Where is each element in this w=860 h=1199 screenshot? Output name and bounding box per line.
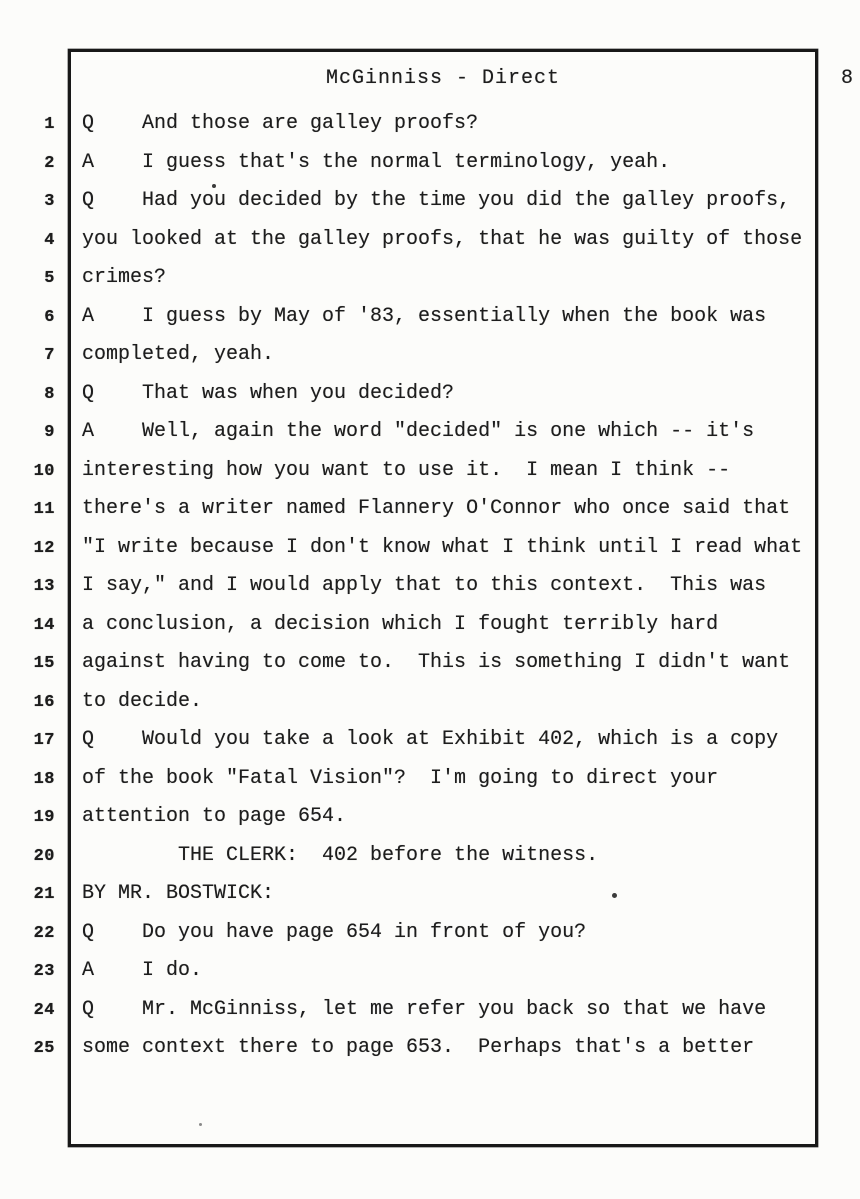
line-text: I say," and I would apply that to this context. This was xyxy=(82,574,767,597)
transcript-line xyxy=(0,529,860,568)
line-text: Q That was when you decided? xyxy=(82,381,455,405)
transcript-line xyxy=(0,798,860,837)
scan-artifact-dot xyxy=(612,893,617,898)
transcript-line xyxy=(0,144,860,183)
line-number: 7 xyxy=(44,346,55,365)
transcript-line xyxy=(0,221,860,260)
line-text: against having to come to. This is something I didn't want xyxy=(82,651,791,674)
transcript-line xyxy=(0,683,860,722)
transcript-line xyxy=(0,914,860,953)
transcript-line xyxy=(0,567,860,606)
line-number: 19 xyxy=(33,808,55,827)
transcript-line xyxy=(0,259,860,298)
transcript-line xyxy=(0,875,860,914)
line-text: A Well, again the word "decided" is one which -- it's xyxy=(82,420,755,443)
line-number: 21 xyxy=(33,885,55,904)
transcript-line xyxy=(0,644,860,683)
line-number: 1 xyxy=(44,115,55,134)
line-text: to decide. xyxy=(82,689,203,713)
line-number: 24 xyxy=(33,1000,55,1020)
line-number: 20 xyxy=(33,846,55,866)
line-number: 16 xyxy=(33,692,55,712)
line-number: 2 xyxy=(44,153,55,173)
line-number: 25 xyxy=(33,1039,55,1058)
line-number: 15 xyxy=(33,654,55,673)
line-number: 18 xyxy=(33,769,55,789)
line-text: A I guess that's the normal terminology, yeah. xyxy=(82,150,671,174)
transcript-line xyxy=(0,837,860,876)
line-text: "I write because I don't know what I think until I read what xyxy=(82,535,803,559)
scan-artifact-dot xyxy=(212,184,216,188)
line-text: crimes? xyxy=(82,266,167,289)
line-number: 14 xyxy=(33,615,55,635)
line-text: BY MR. BOSTWICK: xyxy=(82,882,275,905)
line-text: THE CLERK: 402 before the witness. xyxy=(82,843,599,867)
transcript-line xyxy=(0,298,860,337)
page-number: 8 xyxy=(841,67,854,90)
page-header xyxy=(68,66,854,92)
line-number: 4 xyxy=(44,230,55,250)
scan-artifact-dot xyxy=(199,1123,202,1126)
line-text: there's a writer named Flannery O'Connor who once said that xyxy=(82,497,791,520)
transcript-line xyxy=(0,1029,860,1068)
line-text: Q And those are galley proofs? xyxy=(82,112,479,135)
line-text: A I do. xyxy=(82,959,203,982)
transcript-line xyxy=(0,991,860,1030)
transcript-line xyxy=(0,375,860,414)
line-text: Q Had you decided by the time you did the galley proofs, xyxy=(82,189,791,212)
line-text: completed, yeah. xyxy=(82,343,275,366)
line-number: 13 xyxy=(33,577,55,596)
line-text: some context there to page 653. Perhaps that's a better xyxy=(82,1036,755,1059)
line-text: of the book "Fatal Vision"? I'm going to direct your xyxy=(82,766,719,790)
transcript-line xyxy=(0,105,860,144)
transcript-line xyxy=(0,452,860,491)
line-number: 22 xyxy=(33,923,55,943)
line-text: A I guess by May of '83, essentially when the book was xyxy=(82,304,767,328)
transcript-line xyxy=(0,490,860,529)
line-number: 8 xyxy=(44,384,55,404)
line-number: 6 xyxy=(44,307,55,327)
line-number: 17 xyxy=(33,731,55,750)
line-text: a conclusion, a decision which I fought terribly hard xyxy=(82,612,719,636)
transcript-line xyxy=(0,721,860,760)
line-number: 23 xyxy=(33,962,55,981)
transcript-line xyxy=(0,413,860,452)
line-text: Q Mr. McGinniss, let me refer you back so that we have xyxy=(82,997,767,1021)
transcript-line xyxy=(0,952,860,991)
transcript-line xyxy=(0,606,860,645)
line-number: 12 xyxy=(33,538,55,558)
line-number: 10 xyxy=(33,461,55,481)
line-text: interesting how you want to use it. I mean I think -- xyxy=(82,458,731,482)
transcript-line xyxy=(0,760,860,799)
transcript-line xyxy=(0,336,860,375)
page-header-title: McGinniss - Direct xyxy=(325,67,561,90)
line-text: you looked at the galley proofs, that he was guilty of those xyxy=(82,227,803,251)
line-number: 11 xyxy=(33,500,55,519)
line-number: 3 xyxy=(44,192,55,211)
line-number: 9 xyxy=(44,423,55,442)
transcript-lines xyxy=(0,105,860,1068)
transcript-line xyxy=(0,182,860,221)
line-number: 5 xyxy=(44,269,55,288)
line-text: attention to page 654. xyxy=(82,805,347,828)
line-text: Q Would you take a look at Exhibit 402, which is a copy xyxy=(82,728,779,751)
line-text: Q Do you have page 654 in front of you? xyxy=(82,920,587,944)
